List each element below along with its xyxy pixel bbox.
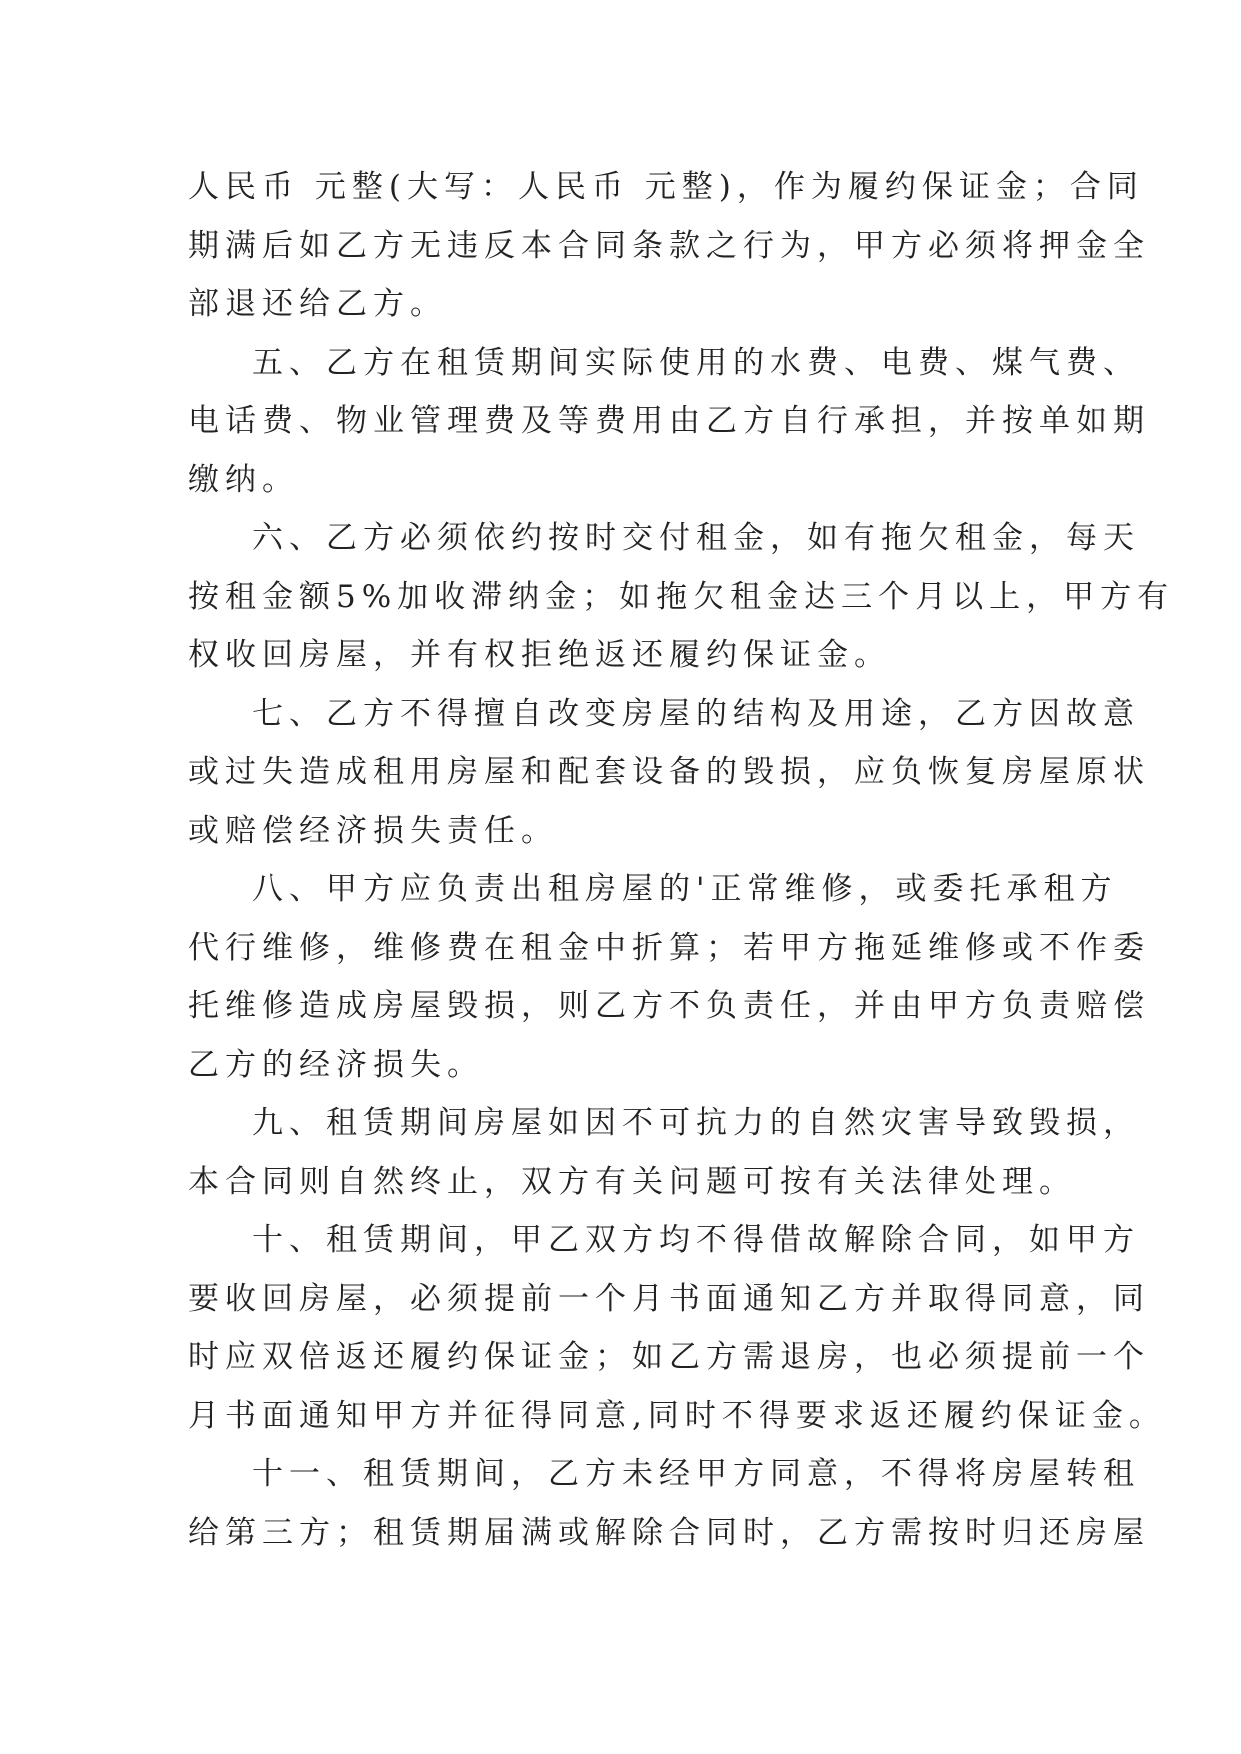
text-line: 期满后如乙方无违反本合同条款之行为，甲方必须将押金全 [188, 227, 1150, 264]
paragraph-clause-10 [188, 1211, 1166, 1445]
text-line: 代行维修，维修费在租金中折算；若甲方拖延维修或不作委 [188, 929, 1150, 966]
text-line: 托维修造成房屋毁损，则乙方不负责任，并由甲方负责赔偿 [188, 988, 1150, 1024]
paragraph-clause-8 [188, 860, 1150, 1094]
text-line: 时应双倍返还履约保证金；如乙方需退房，也必须提前一个 [188, 1339, 1150, 1375]
paragraph-deposit-continued [188, 158, 1150, 334]
text-line: 给第三方；租赁期届满或解除合同时，乙方需按时归还房屋 [188, 1514, 1150, 1551]
text-line: 五、乙方在租赁期间实际使用的水费、电费、煤气费、 [252, 344, 1140, 381]
contract-body [188, 158, 1175, 1562]
text-line: 缴纳。 [188, 461, 299, 498]
text-line: 要收回房屋，必须提前一个月书面通知乙方并取得同意，同 [188, 1280, 1150, 1317]
text-line: 人民币 元整(大写：人民币 元整)，作为履约保证金；合同 [188, 169, 1144, 205]
text-line: 权收回房屋，并有权拒绝返还履约保证金。 [188, 637, 891, 673]
paragraph-clause-11 [188, 1445, 1150, 1562]
paragraph-clause-9 [188, 1094, 1140, 1211]
text-line: 九、租赁期间房屋如因不可抗力的自然灾害导致毁损， [252, 1105, 1140, 1141]
text-line: 本合同则自然终止，双方有关问题可按有关法律处理。 [188, 1163, 1076, 1200]
text-line: 按租金额5%加收滞纳金；如拖欠租金达三个月以上，甲方有 [188, 578, 1175, 615]
text-line: 十、租赁期间，甲乙双方均不得借故解除合同，如甲方 [252, 1222, 1140, 1258]
text-line: 或赔偿经济损失责任。 [188, 812, 558, 849]
text-line: 乙方的经济损失。 [188, 1046, 484, 1083]
text-line: 十一、租赁期间，乙方未经甲方同意，不得将房屋转租 [252, 1456, 1140, 1492]
text-line: 六、乙方必须依约按时交付租金，如有拖欠租金，每天 [252, 520, 1140, 556]
text-line: 月书面通知甲方并征得同意,同时不得要求返还履约保证金。 [188, 1397, 1166, 1434]
text-line: 或过失造成租用房屋和配套设备的毁损，应负恢复房屋原状 [188, 754, 1150, 790]
paragraph-clause-7 [188, 685, 1150, 861]
text-line: 部退还给乙方。 [188, 286, 447, 322]
paragraph-clause-5 [188, 334, 1150, 510]
text-line: 七、乙方不得擅自改变房屋的结构及用途，乙方因故意 [252, 695, 1140, 732]
text-line: 电话费、物业管理费及等费用由乙方自行承担，并按单如期 [188, 403, 1150, 439]
paragraph-clause-6 [188, 509, 1175, 685]
text-line: 八、甲方应负责出租房屋的'正常维修，或委托承租方 [252, 871, 1118, 907]
